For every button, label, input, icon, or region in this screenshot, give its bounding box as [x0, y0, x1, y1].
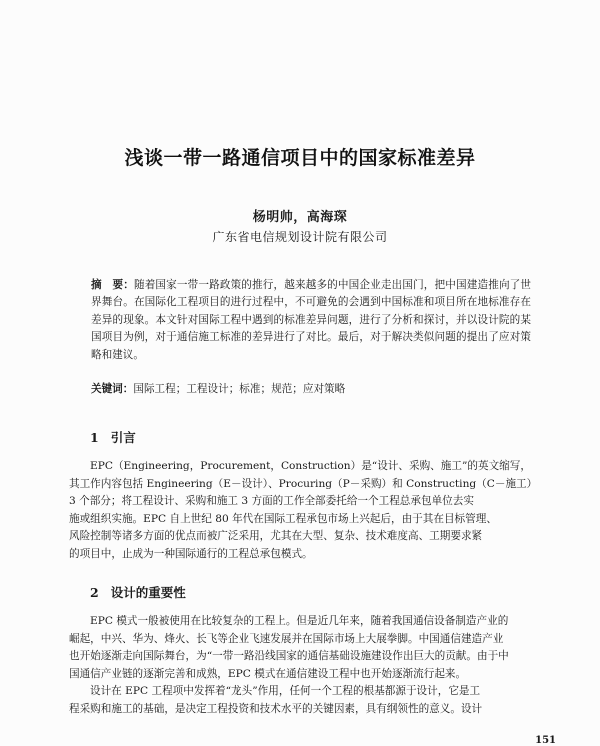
section-body-introduction: [69, 458, 541, 564]
keywords: [91, 381, 531, 396]
paragraph-line: 国通信产业链的逐渐完善和成熟，EPC 模式在通信建设工程中也开始逐渐流行起来。: [69, 667, 467, 680]
paper-title: 浅谈一带一路通信项目中的国家标准差异: [124, 147, 476, 169]
abstract-text: 随着国家一带一路政策的推行，越来越多的中国企业走出国门，把中国建造推向了世界舞台。在国际化工程项目的进行过程中，不可避免的会遇到中国标准和项目所在地标准存在差异的现象。本文针对国际工程中遇到的标准差异问题，进行了分析和探讨，并以设计院的某国项目为例，对于通信施工标准的差异进行了对比。最后，对于解决类似问题的提出了应对策略和建议。: [91, 279, 532, 361]
paragraph-line: 崛起，中兴、华为、烽火、长飞等企业飞速发展并在国际市场上大展拳脚。中国通信建造产业: [69, 632, 504, 645]
paragraph-line: 3 个部分；将工程设计、采购和施工 3 方面的工作全部委托给一个工程总承包单位去实: [69, 495, 474, 508]
paragraph-line: EPC 模式一般被使用在比较复杂的工程上。但是近几年来，随着我国通信设备制造产业的: [90, 615, 509, 627]
paragraph-line: 也开始逐渐走向国际舞台，为“一带一路沿线国家的通信基础设施建设作出巨大的贡献。由于中: [69, 650, 509, 663]
section-title: 引言: [110, 430, 136, 445]
abstract: [91, 277, 531, 364]
section-number: 2: [90, 585, 99, 600]
keywords-text: 国际工程；工程设计；标准；规范；应对策略: [133, 383, 346, 395]
paragraph-line: EPC（Engineering，Procurement，Construction）是“设计、采购、施工”的英文缩写，: [90, 460, 531, 472]
paragraph-line: 程采购和施工的基础，是决定工程投资和技术水平的关键因素，具有纲领性的意义。设计: [69, 702, 483, 715]
paragraph-line: 设计在 EPC 工程项中发挥着“龙头”作用，任何一个工程的根基都源于设计，它是工: [90, 685, 481, 698]
section-heading-introduction: [90, 428, 136, 446]
paragraph-line: 其工作内容包括 Engineering（E－设计）、Procuring（P－采购）和 Constructing（C－施工）: [69, 477, 538, 490]
paragraph-line: 施或组织实施。EPC 自上世纪 80 年代在国际工程承包市场上兴起后，由于其在目标管理、: [69, 512, 497, 525]
paragraph-line: 的项目中，止成为一种国际通行的工程总承包模式。: [69, 547, 313, 560]
section-body-design-importance: [69, 613, 541, 719]
paper-affiliation: 广东省电信规划设计院有限公司: [212, 230, 388, 244]
keywords-label: 关键词：: [91, 383, 134, 395]
page-number: 151: [535, 735, 556, 746]
paragraph-line: 风险控制等诸多方面的优点而被广泛采用，尤其在大型、复杂、技术难度高、工期要求紧: [69, 530, 483, 543]
abstract-label: 摘 要：: [91, 279, 134, 291]
section-title: 设计的重要性: [110, 585, 186, 600]
section-number: 1: [90, 430, 99, 445]
section-heading-design-importance: [90, 583, 186, 601]
paper-authors: 杨明帅，高海琛: [252, 210, 348, 225]
